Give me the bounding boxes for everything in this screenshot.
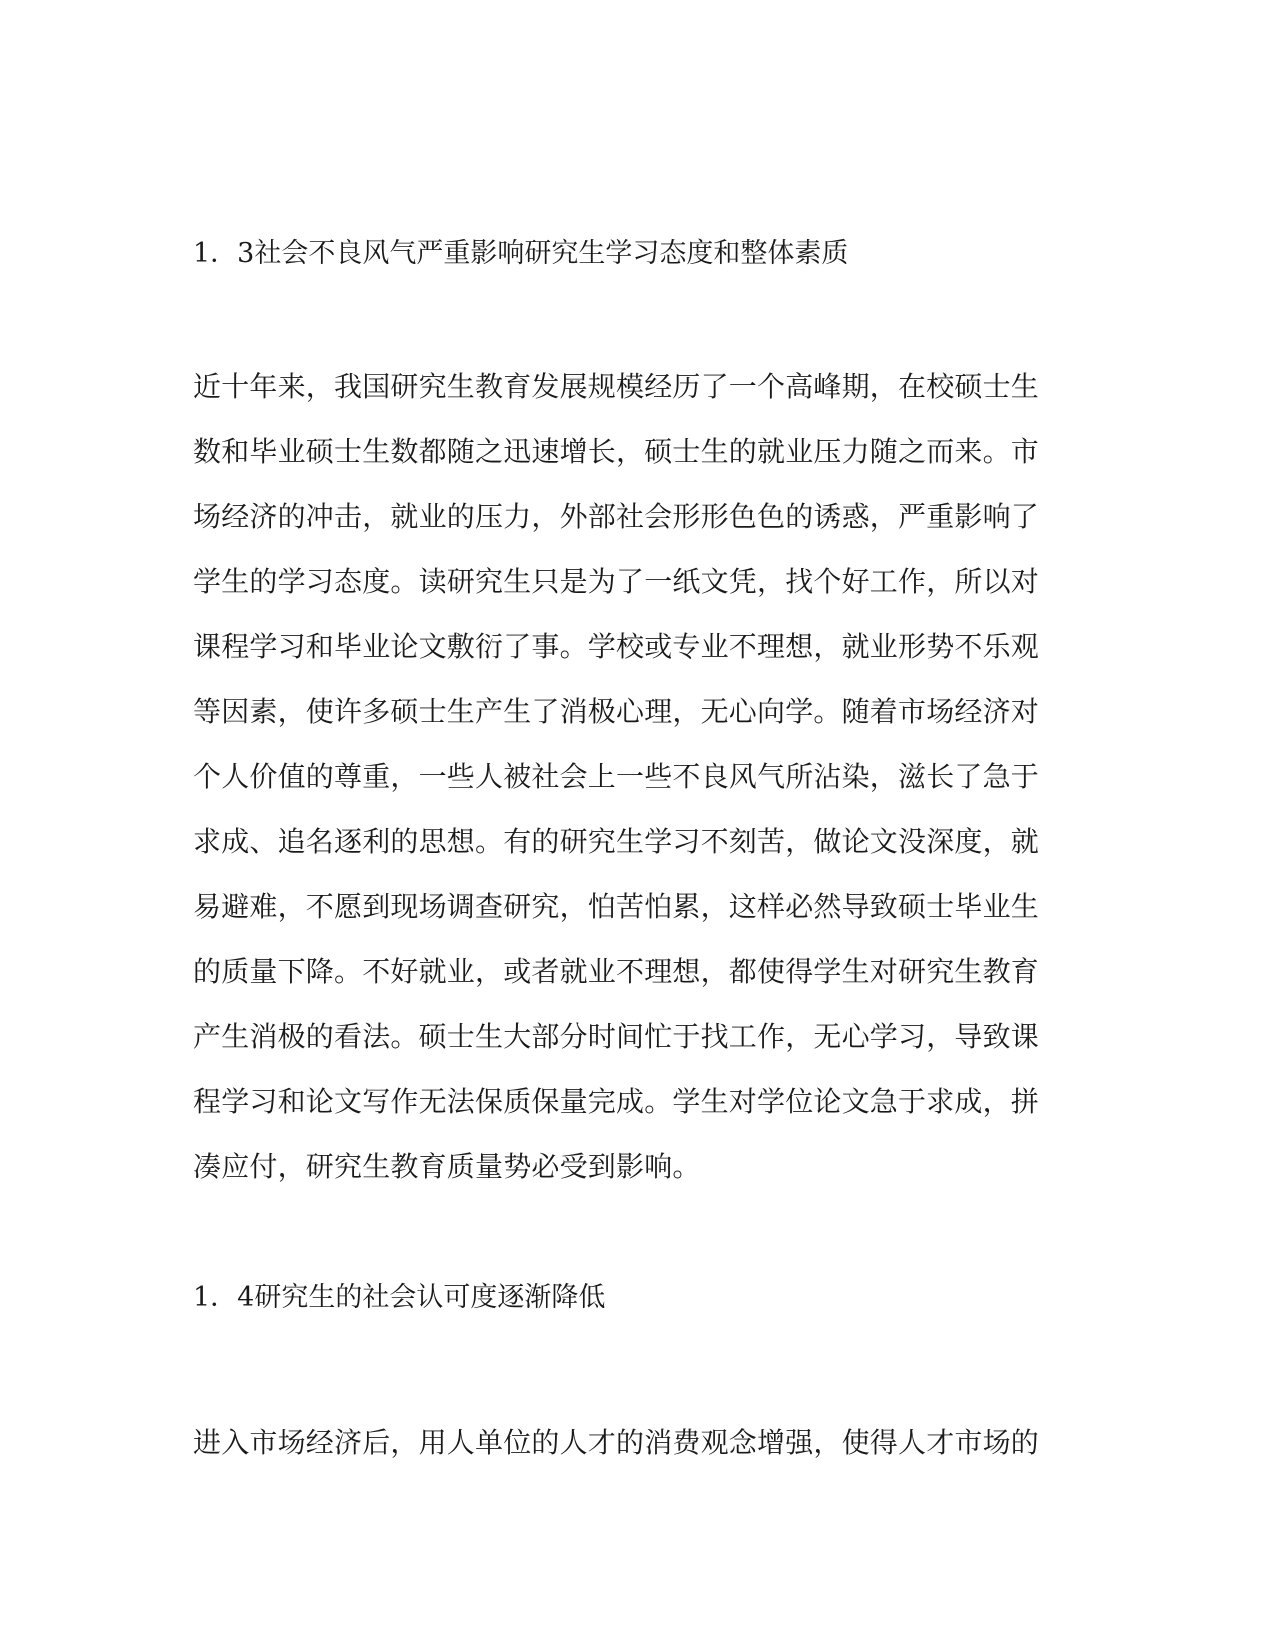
- paragraph-line: 数和毕业硕士生数都随之迅速增长，硕士生的就业压力随之而来。市: [193, 435, 1040, 468]
- paragraph-line: 学生的学习态度。读研究生只是为了一纸文凭，找个好工作，所以对: [193, 565, 1040, 598]
- paragraph-line: 课程学习和毕业论文敷衍了事。学校或专业不理想，就业形势不乐观: [193, 630, 1040, 663]
- section-heading: 1．3社会不良风气严重影响研究生学习态度和整体素质: [193, 238, 849, 269]
- paragraph-line: 场经济的冲击，就业的压力，外部社会形形色色的诱惑，严重影响了: [193, 500, 1040, 533]
- section-heading: 1．4研究生的社会认可度逐渐降低: [193, 1282, 606, 1313]
- paragraph-line: 求成、追名逐利的思想。有的研究生学习不刻苦，做论文没深度，就: [193, 825, 1040, 858]
- paragraph-line: 产生消极的看法。硕士生大部分时间忙于找工作，无心学习，导致课: [193, 1020, 1040, 1053]
- paragraph-line: 程学习和论文写作无法保质保量完成。学生对学位论文急于求成，拼: [193, 1085, 1040, 1118]
- section-paragraph: [193, 1410, 1073, 1475]
- section-paragraph: [193, 354, 1073, 1199]
- paragraph-line: 个人价值的尊重，一些人被社会上一些不良风气所沾染，滋长了急于: [193, 760, 1040, 793]
- paragraph-line: 近十年来，我国研究生教育发展规模经历了一个高峰期，在校硕士生: [193, 370, 1040, 403]
- paragraph-line: 进入市场经济后，用人单位的人才的消费观念增强，使得人才市场的: [193, 1426, 1040, 1459]
- paragraph-line: 的质量下降。不好就业，或者就业不理想，都使得学生对研究生教育: [193, 955, 1040, 988]
- paragraph-line: 易避难，不愿到现场调查研究，怕苦怕累，这样必然导致硕士毕业生: [193, 890, 1040, 923]
- paragraph-line: 等因素，使许多硕士生产生了消极心理，无心向学。随着市场经济对: [193, 695, 1040, 728]
- paragraph-line: 凑应付，研究生教育质量势必受到影响。: [193, 1150, 701, 1183]
